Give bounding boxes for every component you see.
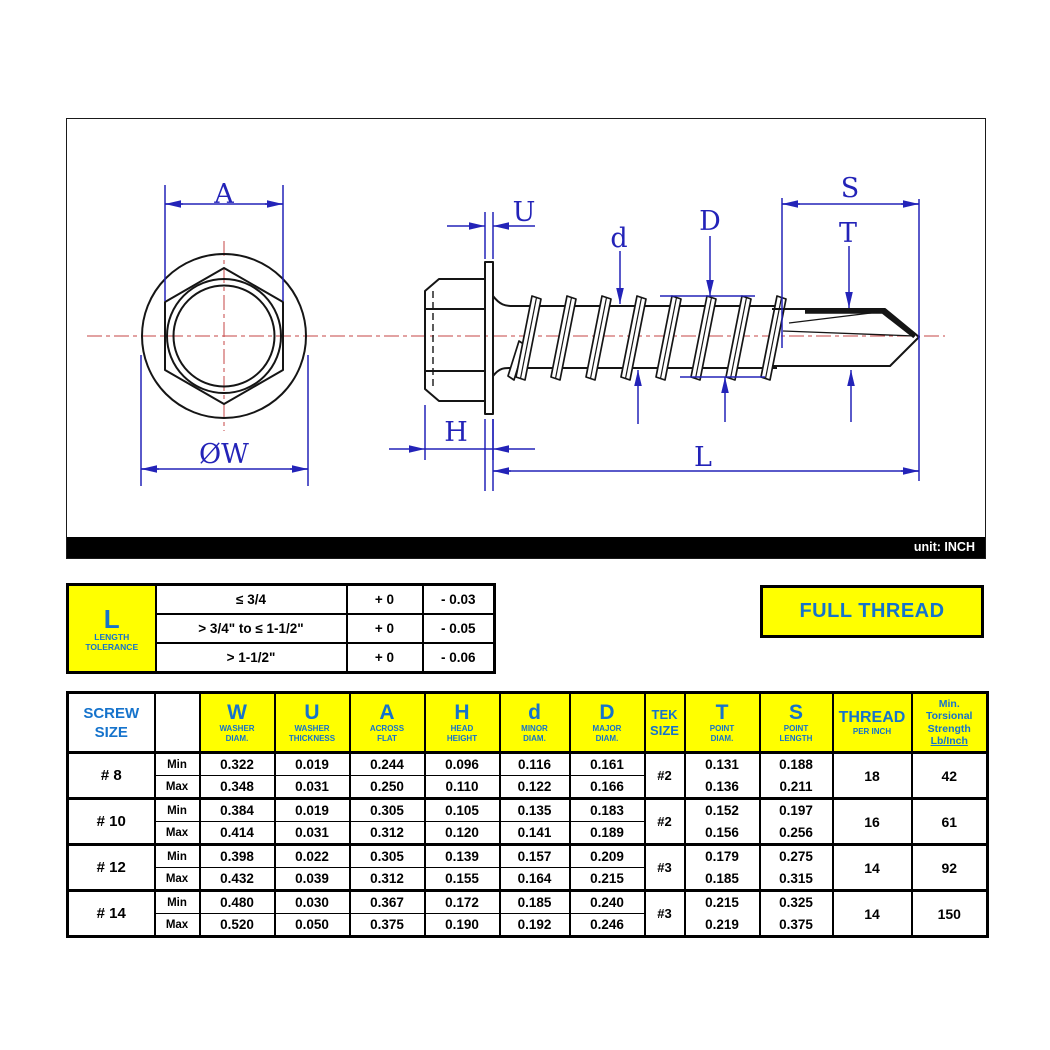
tolerance-row — [68, 585, 495, 615]
dim-label-l: L — [694, 442, 712, 473]
value-cell: 0.122 — [500, 776, 570, 799]
spec-row-14-min — [68, 891, 988, 914]
thread-per-inch-cell: 14 — [833, 845, 912, 891]
value-cell: 0.116 — [500, 753, 570, 776]
minus-cell: - 0.05 — [423, 614, 495, 643]
value-cell: 0.120 — [425, 822, 500, 845]
technical-drawing-panel — [66, 118, 986, 559]
value-cell: 0.164 — [500, 868, 570, 891]
unit-label: unit: INCH — [913, 540, 975, 554]
value-cell: 0.155 — [425, 868, 500, 891]
range-cell: > 3/4" to ≤ 1-1/2" — [156, 614, 347, 643]
range-cell: > 1-1/2" — [156, 643, 347, 673]
screw-size-cell: # 8 — [68, 753, 155, 799]
dim-label-a: A — [214, 179, 234, 210]
min-label: Min — [155, 845, 200, 868]
spec-row-10-min — [68, 799, 988, 822]
side-view — [425, 262, 919, 414]
column-header-thread: THREAD PER INCH — [833, 693, 912, 753]
screw-size-cell: # 10 — [68, 799, 155, 845]
value-cell: 0.312 — [350, 822, 425, 845]
value-cell: 0.250 — [350, 776, 425, 799]
torsional-strength-cell: 150 — [912, 891, 988, 937]
column-header-a: A ACROSS FLAT — [350, 693, 425, 753]
column-header-minmax — [155, 693, 200, 753]
value-cell: 0.414 — [200, 822, 275, 845]
point-length-cell: 0.325 0.375 — [760, 891, 833, 937]
value-cell: 0.348 — [200, 776, 275, 799]
value-cell: 0.520 — [200, 914, 275, 937]
spec-row-12-min — [68, 845, 988, 868]
value-cell: 0.240 — [570, 891, 645, 914]
max-label: Max — [155, 776, 200, 799]
thread-per-inch-cell: 16 — [833, 799, 912, 845]
screw-size-cell: # 12 — [68, 845, 155, 891]
value-cell: 0.105 — [425, 799, 500, 822]
value-cell: 0.367 — [350, 891, 425, 914]
value-cell: 0.019 — [275, 753, 350, 776]
value-cell: 0.312 — [350, 868, 425, 891]
value-cell: 0.096 — [425, 753, 500, 776]
value-cell: 0.432 — [200, 868, 275, 891]
value-cell: 0.305 — [350, 845, 425, 868]
thread-per-inch-cell: 14 — [833, 891, 912, 937]
point-diam-cell: 0.179 0.185 — [685, 845, 760, 891]
tolerance-title-cell — [68, 585, 156, 673]
value-cell: 0.480 — [200, 891, 275, 914]
tolerance-letter: L — [103, 603, 120, 634]
tolerance-title-line1: LENGTH — [94, 631, 130, 642]
full-thread-badge — [760, 585, 984, 638]
value-cell: 0.031 — [275, 776, 350, 799]
centerlines — [87, 241, 945, 431]
column-header-u: U WASHER THICKNESS — [275, 693, 350, 753]
value-cell: 0.398 — [200, 845, 275, 868]
value-cell: 0.189 — [570, 822, 645, 845]
value-cell: 0.375 — [350, 914, 425, 937]
value-cell: 0.185 — [500, 891, 570, 914]
point-length-cell: 0.188 0.211 — [760, 753, 833, 799]
dim-label-u: U — [512, 197, 536, 228]
min-label: Min — [155, 753, 200, 776]
tek-size-cell: #3 — [645, 845, 685, 891]
point-diam-cell: 0.215 0.219 — [685, 891, 760, 937]
column-header-d-major: D MAJOR DIAM. — [570, 693, 645, 753]
value-cell: 0.039 — [275, 868, 350, 891]
value-cell: 0.031 — [275, 822, 350, 845]
plus-cell: + 0 — [347, 614, 423, 643]
drill-point — [772, 309, 919, 366]
value-cell: 0.141 — [500, 822, 570, 845]
dim-label-s: S — [840, 173, 860, 204]
dim-label-phi-w: ØW — [199, 439, 249, 470]
value-cell: 0.172 — [425, 891, 500, 914]
value-cell: 0.322 — [200, 753, 275, 776]
value-cell: 0.305 — [350, 799, 425, 822]
point-diam-cell: 0.152 0.156 — [685, 799, 760, 845]
point-diam-cell: 0.131 0.136 — [685, 753, 760, 799]
max-label: Max — [155, 914, 200, 937]
column-header-torsional: Min. Torsional Strength Lb/Inch — [912, 693, 988, 753]
point-length-cell: 0.197 0.256 — [760, 799, 833, 845]
max-label: Max — [155, 868, 200, 891]
point-length-cell: 0.275 0.315 — [760, 845, 833, 891]
column-header-w: W WASHER DIAM. — [200, 693, 275, 753]
dim-label-d-minor: d — [610, 223, 628, 254]
value-cell: 0.161 — [570, 753, 645, 776]
torsional-strength-cell: 42 — [912, 753, 988, 799]
screw-size-cell: # 14 — [68, 891, 155, 937]
value-cell: 0.244 — [350, 753, 425, 776]
value-cell: 0.022 — [275, 845, 350, 868]
value-cell: 0.139 — [425, 845, 500, 868]
dim-label-t: T — [838, 218, 858, 249]
value-cell: 0.166 — [570, 776, 645, 799]
tolerance-title-line2: TOLERANCE — [85, 641, 139, 652]
spec-table — [66, 691, 989, 938]
value-cell: 0.135 — [500, 799, 570, 822]
spec-row-8-min — [68, 753, 988, 776]
screw-technical-drawing — [67, 119, 984, 536]
column-header-tek-size: TEK SIZE — [645, 693, 685, 753]
dim-label-h: H — [444, 417, 468, 448]
value-cell: 0.209 — [570, 845, 645, 868]
column-header-t: T POINT DIAM. — [685, 693, 760, 753]
range-cell: ≤ 3/4 — [156, 585, 347, 615]
column-header-h: H HEAD HEIGHT — [425, 693, 500, 753]
minus-cell: - 0.06 — [423, 643, 495, 673]
dim-label-d-major: D — [699, 206, 721, 237]
value-cell: 0.215 — [570, 868, 645, 891]
value-cell: 0.110 — [425, 776, 500, 799]
torsional-strength-cell: 61 — [912, 799, 988, 845]
plus-cell: + 0 — [347, 643, 423, 673]
full-thread-label: FULL THREAD — [799, 600, 945, 622]
torsional-strength-cell: 92 — [912, 845, 988, 891]
value-cell: 0.157 — [500, 845, 570, 868]
thread-per-inch-cell: 18 — [833, 753, 912, 799]
value-cell: 0.190 — [425, 914, 500, 937]
length-tolerance-table — [66, 583, 496, 674]
value-cell: 0.019 — [275, 799, 350, 822]
tek-size-cell: #3 — [645, 891, 685, 937]
column-header-d-minor: d MINOR DIAM. — [500, 693, 570, 753]
value-cell: 0.050 — [275, 914, 350, 937]
value-cell: 0.030 — [275, 891, 350, 914]
value-cell: 0.183 — [570, 799, 645, 822]
column-header-screw-size: SCREW SIZE — [68, 693, 155, 753]
plus-cell: + 0 — [347, 585, 423, 615]
tek-size-cell: #2 — [645, 799, 685, 845]
unit-bar — [67, 537, 985, 558]
max-label: Max — [155, 822, 200, 845]
spec-header-row — [68, 693, 988, 753]
minus-cell: - 0.03 — [423, 585, 495, 615]
min-label: Min — [155, 799, 200, 822]
tek-size-cell: #2 — [645, 753, 685, 799]
column-header-s: S POINT LENGTH — [760, 693, 833, 753]
min-label: Min — [155, 891, 200, 914]
value-cell: 0.192 — [500, 914, 570, 937]
value-cell: 0.384 — [200, 799, 275, 822]
value-cell: 0.246 — [570, 914, 645, 937]
